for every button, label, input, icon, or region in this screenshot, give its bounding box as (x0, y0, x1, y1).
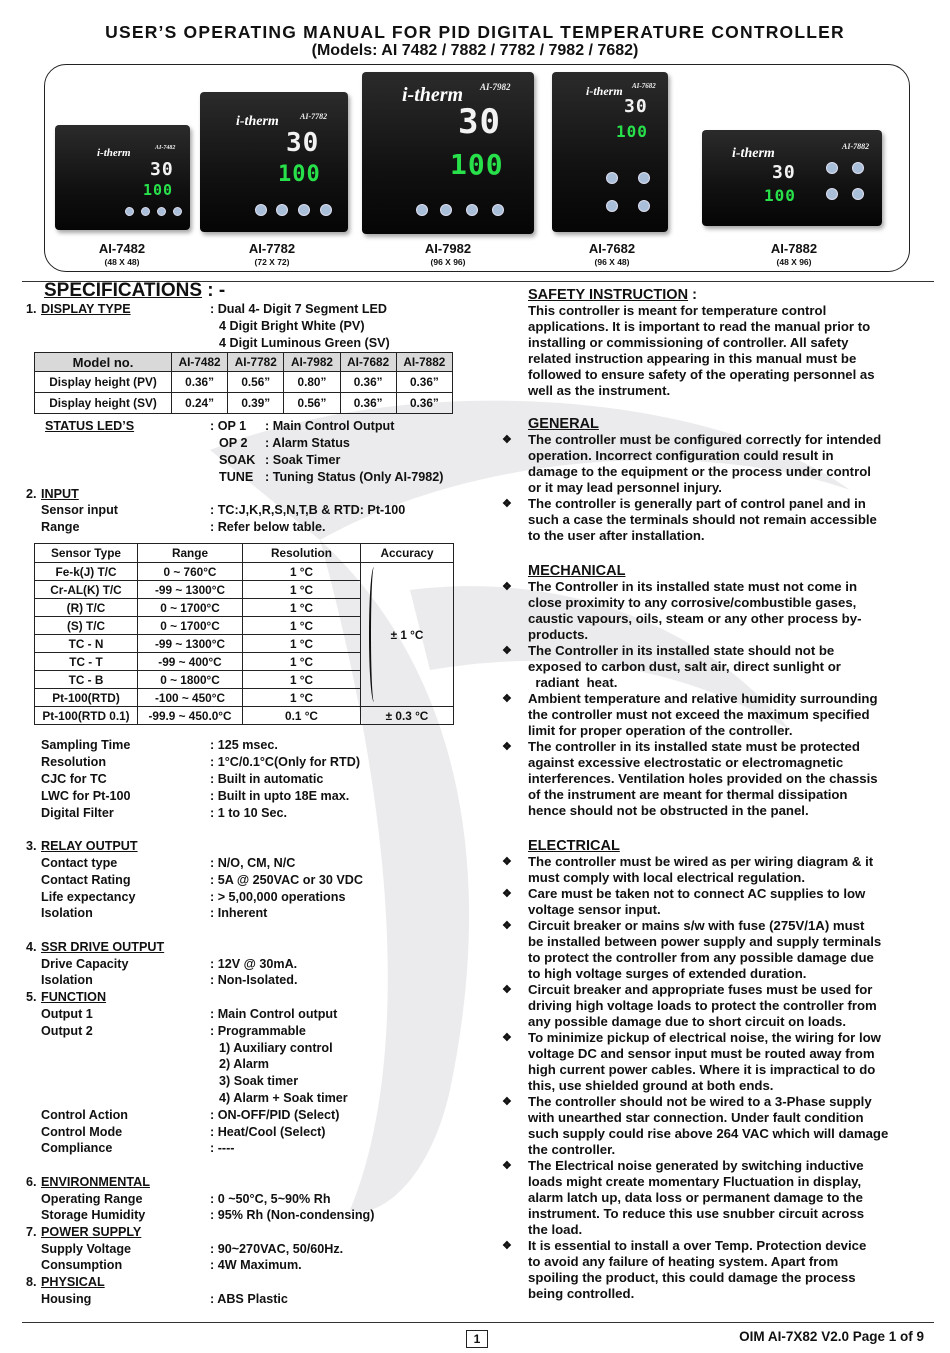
input-number: 2. (26, 487, 37, 501)
safety-text: This controller is meant for temperature control applications. It is important to read the manual prior to installing or commissioning of controller. All safety related instruction appearing in this manual must be followed to ensure safety of the operating personnel as well as the instrument. (528, 303, 875, 398)
spec-label: Output 2 (41, 1024, 93, 1038)
table-cell: 0.36” (172, 372, 228, 393)
safety-heading: SAFETY INSTRUCTION : (528, 287, 697, 303)
list-item: ❖ The controller must be wired as per wiring diagram & it must comply with local electrical regulation. (528, 854, 923, 886)
input-heading: INPUT (41, 487, 79, 501)
spec-label: Control Action (41, 1108, 128, 1122)
up-button-icon (606, 172, 618, 184)
power-number: 7. (26, 1225, 37, 1239)
function-number: 5. (26, 990, 37, 1004)
status-value: : Tuning Status (Only AI-7982) (265, 470, 444, 484)
set-button-icon (255, 204, 267, 216)
table-header: AI-7982 (284, 353, 340, 372)
ssr-number: 4. (26, 940, 37, 954)
table-header: Sensor Type (35, 544, 138, 563)
controller-image-ai-7682 (552, 72, 668, 232)
spec-value: : 12V @ 30mA. (210, 957, 298, 971)
spec-value: : 4W Maximum. (210, 1258, 302, 1272)
spec-value: : 95% Rh (Non-condensing) (210, 1208, 375, 1222)
table-cell: 0 ~ 1700°C (138, 599, 243, 617)
manual-title: USER’S OPERATING MANUAL FOR PID DIGITAL TEMPERATURE CONTROLLER (105, 22, 845, 42)
list-item: ❖ The controller should not be wired to a 3-Phase supply with unearthed star connection. Under fault condition such supply could rise above 264 VAC which will damage the controller. (528, 1094, 923, 1158)
spec-label: Isolation (41, 973, 93, 987)
table-cell: -100 ~ 450°C (138, 689, 243, 707)
spec-label: Life expectancy (41, 890, 136, 904)
product-label: AI-7482 (98, 241, 146, 256)
physical-heading: PHYSICAL (41, 1275, 105, 1289)
table-cell: 1 °C (243, 671, 361, 689)
manual-subtitle: (Models: AI 7482 / 7882 / 7782 / 7982 / 7682) (311, 42, 639, 59)
set-button-icon (416, 204, 428, 216)
spec-label: Control Mode (41, 1125, 123, 1139)
table-cell: 0 ~ 1700°C (138, 617, 243, 635)
mechanical-heading: MECHANICAL (528, 563, 626, 579)
table-header: AI-7782 (228, 353, 284, 372)
list-item: ❖ Ambient temperature and relative humidity surrounding the controller must not exceed the maximum specified limit for proper operation of the controller. (528, 691, 923, 739)
table-cell: ± 1 °C (390, 627, 424, 642)
table-cell: (S) T/C (35, 617, 138, 635)
spec-value: : Built in upto 18E max. (210, 789, 350, 803)
table-cell: 0.56” (284, 393, 340, 414)
sv-display: 100 (616, 122, 648, 141)
spec-value: : 0 ~50°C, 5~90% Rh (210, 1192, 331, 1206)
model-tag: AI-7682 (632, 82, 656, 90)
spec-label: Isolation (41, 906, 93, 920)
set-button-icon (606, 200, 618, 212)
sv-display: 100 (278, 162, 321, 187)
display-type-heading: DISPLAY TYPE (41, 302, 131, 316)
spec-value: 4) Alarm + Soak timer (219, 1091, 348, 1105)
table-cell: (R) T/C (35, 599, 138, 617)
brand-logo: i-therm (732, 146, 775, 161)
table-cell: 1 °C (243, 653, 361, 671)
table-header: AI-7882 (396, 353, 452, 372)
list-item: ❖ The Controller in its installed state should not be exposed to carbon dust, salt air, direct sunlight or radiant heat. (528, 643, 923, 691)
table-cell: 0.56” (228, 372, 284, 393)
document-reference: OIM AI-7X82 V2.0 Page 1 of 9 (739, 1329, 924, 1344)
spec-value: : 1 to 10 Sec. (210, 806, 287, 820)
environmental-number: 6. (26, 1175, 37, 1189)
start-button-icon (173, 207, 182, 216)
spec-label: Compliance (41, 1141, 113, 1155)
safety-section (528, 287, 923, 399)
spec-value: : ---- (210, 1141, 235, 1155)
environmental-heading: ENVIRONMENTAL (41, 1175, 150, 1189)
sensor-range-table (34, 543, 454, 725)
spec-value: 2) Alarm (219, 1057, 269, 1071)
model-tag: AI-7782 (300, 112, 328, 121)
table-cell: Pt-100(RTD) (35, 689, 138, 707)
table-cell: TC - B (35, 671, 138, 689)
spec-label: Digital Filter (41, 806, 114, 820)
status-key: : OP 1 (210, 419, 247, 433)
sv-display: 100 (450, 148, 504, 181)
down-button-icon (466, 204, 478, 216)
table-cell: 1 °C (243, 599, 361, 617)
spec-label: CJC for TC (41, 772, 107, 786)
table-cell: -99 ~ 1300°C (138, 635, 243, 653)
spec-value: : > 5,00,000 operations (210, 890, 346, 904)
pv-display: 30 (150, 159, 174, 180)
page-number: 1 (466, 1330, 488, 1348)
list-item: ❖ The controller is generally part of control panel and in such a case the terminals should not remain accessible to the user after installation. (528, 496, 923, 544)
electrical-heading: ELECTRICAL (528, 838, 620, 854)
start-button-icon (638, 200, 650, 212)
table-cell: Pt-100(RTD 0.1) (35, 707, 138, 725)
up-button-icon (440, 204, 452, 216)
spec-value: 3) Soak timer (219, 1074, 299, 1088)
physical-number: 8. (26, 1275, 37, 1289)
list-item: ❖ The Electrical noise generated by switching inductive loads might create momentary Fluctuation in display, alarm latch up, data loss or permanent damage to the instrument. To reduce this use snubber circuit across the load. (528, 1158, 923, 1238)
spec-label: Sensor input (41, 503, 118, 517)
table-header: AI-7682 (340, 353, 396, 372)
table-header: Range (138, 544, 243, 563)
status-leds-heading: STATUS LED’S (45, 419, 135, 433)
table-cell: Display height (SV) (35, 393, 172, 414)
controller-image-ai-7882 (702, 130, 882, 226)
set-button-icon (826, 188, 838, 200)
up-button-icon (276, 204, 288, 216)
spec-value: : Non-Isolated. (210, 973, 298, 987)
table-cell: 1 °C (243, 617, 361, 635)
sv-display: 100 (143, 181, 174, 199)
table-cell: 0.39” (228, 393, 284, 414)
table-header: Accuracy (361, 544, 454, 563)
controller-image-ai-7982 (362, 72, 534, 234)
table-cell: 0.1 °C (243, 707, 361, 725)
specifications-heading: SPECIFICATIONS : - (44, 280, 226, 301)
table-row (35, 707, 454, 725)
sv-display: 100 (764, 186, 796, 205)
spec-value: : Main Control output (210, 1007, 338, 1021)
spec-value: : 125 msec. (210, 738, 278, 752)
up-button-icon (141, 207, 150, 216)
spec-label: Range (41, 520, 80, 534)
table-cell: 1 °C (243, 563, 361, 581)
spec-value: : Programmable (210, 1024, 306, 1038)
table-row (35, 372, 453, 393)
relay-output-heading: RELAY OUTPUT (41, 839, 138, 853)
model-tag: AI-7982 (480, 82, 511, 92)
spec-label: Storage Humidity (41, 1208, 146, 1222)
spec-label: Contact Rating (41, 873, 131, 887)
spec-label: Drive Capacity (41, 957, 129, 971)
spec-value: : ABS Plastic (210, 1292, 288, 1306)
product-size: (72 X 72) (254, 257, 290, 267)
product-size: (96 X 48) (594, 257, 630, 267)
product-size: (96 X 96) (430, 257, 466, 267)
brand-logo: i-therm (586, 84, 623, 98)
product-label: AI-7782 (248, 241, 296, 256)
spec-label: Consumption (41, 1258, 123, 1272)
spec-value: : 1°C/0.1°C(Only for RTD) (210, 755, 361, 769)
table-cell: -99 ~ 1300°C (138, 581, 243, 599)
spec-value: 1) Auxiliary control (219, 1041, 333, 1055)
table-cell: 1 °C (243, 581, 361, 599)
power-supply-heading: POWER SUPPLY (41, 1225, 142, 1239)
footer-divider (22, 1322, 934, 1323)
table-cell: ± 0.3 °C (361, 707, 454, 725)
spec-value: : TC:J,K,R,S,N,T,B & RTD: Pt-100 (210, 503, 406, 517)
general-heading: GENERAL (528, 416, 599, 432)
product-label: AI-7882 (770, 241, 818, 256)
table-cell: 0 ~ 760°C (138, 563, 243, 581)
spec-label: Supply Voltage (41, 1242, 132, 1256)
table-header: Model no. (35, 353, 172, 372)
list-item: ❖ The Controller in its installed state must not come in close proximity to any corrosive/combustible gases, caustic vapours, oils, steam or any other process by- products. (528, 579, 923, 643)
start-button-icon (852, 188, 864, 200)
down-button-icon (298, 204, 310, 216)
status-key: SOAK (219, 453, 256, 467)
pv-display: 30 (772, 162, 796, 183)
ssr-drive-output-heading: SSR DRIVE OUTPUT (41, 940, 165, 954)
table-row (35, 563, 454, 581)
spec-label: Sampling Time (41, 738, 131, 752)
spec-value: : Heat/Cool (Select) (210, 1125, 326, 1139)
function-heading: FUNCTION (41, 990, 107, 1004)
status-value: : Alarm Status (265, 436, 350, 450)
spec-value: : ON-OFF/PID (Select) (210, 1108, 340, 1122)
set-button-icon (125, 207, 134, 216)
spec-value: : N/O, CM, N/C (210, 856, 296, 870)
table-cell: 1 °C (243, 635, 361, 653)
status-key: TUNE (219, 470, 254, 484)
list-item: ❖ Care must be taken not to connect AC supplies to low voltage sensor input. (528, 886, 923, 918)
table-cell: 0 ~ 1800°C (138, 671, 243, 689)
table-header: Resolution (243, 544, 361, 563)
spec-value: : 90~270VAC, 50/60Hz. (210, 1242, 344, 1256)
table-cell: 0.80” (284, 372, 340, 393)
table-cell: 0.24” (172, 393, 228, 414)
controller-image-ai-7482 (55, 125, 190, 230)
spec-label: Contact type (41, 856, 118, 870)
brace-icon (369, 567, 379, 702)
table-cell: 0.36” (396, 393, 452, 414)
table-cell: Display height (PV) (35, 372, 172, 393)
table-cell: Fe-k(J) T/C (35, 563, 138, 581)
down-button-icon (852, 162, 864, 174)
accuracy-group-cell (361, 563, 454, 707)
table-header: AI-7482 (172, 353, 228, 372)
status-value: : Soak Timer (265, 453, 341, 467)
table-row (35, 393, 453, 414)
list-item: ❖ To minimize pickup of electrical noise, the wiring for low voltage DC and sensor input must be routed away from high current power cables. Where it is impractical to do this, use shielded ground at both ends. (528, 1030, 923, 1094)
electrical-section (528, 838, 923, 1302)
brand-logo: i-therm (402, 84, 464, 106)
table-cell: TC - T (35, 653, 138, 671)
relay-number: 3. (26, 839, 37, 853)
table-cell: 1 °C (243, 689, 361, 707)
table-cell: TC - N (35, 635, 138, 653)
spec-label: Operating Range (41, 1192, 143, 1206)
pv-display: 30 (286, 128, 320, 158)
table-cell: 0.36” (340, 372, 396, 393)
status-value: : Main Control Output (265, 419, 395, 433)
display-type-value: 4 Digit Bright White (PV) (219, 319, 365, 333)
display-height-table (34, 352, 453, 414)
spec-value: : Refer below table. (210, 520, 326, 534)
spec-value: : 5A @ 250VAC or 30 VDC (210, 873, 363, 887)
table-cell: 0.36” (340, 393, 396, 414)
spec-value: : Built in automatic (210, 772, 324, 786)
list-item: ❖ Circuit breaker and appropriate fuses must be used for driving high voltage loads to protect the controller from any possible damage due to short circuit on loads. (528, 982, 923, 1030)
start-button-icon (320, 204, 332, 216)
status-key: OP 2 (219, 436, 248, 450)
display-type-value: : Dual 4- Digit 7 Segment LED (210, 302, 388, 316)
spec-label: Resolution (41, 755, 107, 769)
product-size: (48 X 48) (104, 257, 140, 267)
general-section (528, 416, 923, 544)
product-size: (48 X 96) (776, 257, 812, 267)
model-tag: AI-7882 (842, 142, 870, 151)
table-cell: Cr-AL(K) T/C (35, 581, 138, 599)
spec-label: Output 1 (41, 1007, 93, 1021)
list-item: ❖ The controller in its installed state must be protected against excessive electrostatic or electromagnetic interferences. Ventilation holes provided on the chassis of the instrument are meant for thermal dissipation hence should not be obstructed in the panel. (528, 739, 923, 819)
table-cell: 0.36” (396, 372, 452, 393)
display-type-value: 4 Digit Luminous Green (SV) (219, 336, 390, 350)
pv-display: 30 (624, 96, 648, 117)
spec-label: Housing (41, 1292, 92, 1306)
model-tag: AI-7482 (155, 145, 176, 151)
list-item: ❖ The controller must be configured correctly for intended operation. Incorrect configuration could result in damage to the equipment or the process under control or it may lead personnel injury. (528, 432, 923, 496)
brand-logo: i-therm (97, 147, 131, 159)
table-cell: -99 ~ 400°C (138, 653, 243, 671)
display-type-number: 1. (26, 302, 37, 316)
product-label: AI-7682 (588, 241, 636, 256)
pv-display: 30 (458, 102, 501, 142)
up-button-icon (826, 162, 838, 174)
list-item: ❖ Circuit breaker or mains s/w with fuse (275V/1A) must be installed between power supply and supply terminals to protect the controller from any possible damage due to high voltage surges of extended duration. (528, 918, 923, 982)
product-label: AI-7982 (424, 241, 472, 256)
spec-value: : Inherent (210, 906, 268, 920)
mechanical-section (528, 563, 923, 819)
spec-label: LWC for Pt-100 (41, 789, 131, 803)
down-button-icon (638, 172, 650, 184)
table-cell: -99.9 ~ 450.0°C (138, 707, 243, 725)
controller-image-ai-7782 (200, 92, 348, 232)
brand-logo: i-therm (236, 114, 279, 129)
start-button-icon (492, 204, 504, 216)
list-item: ❖ It is essential to install a over Temp. Protection device to avoid any failure of heating system. Apart from spoiling the product, this could damage the process being controlled. (528, 1238, 923, 1302)
down-button-icon (157, 207, 166, 216)
